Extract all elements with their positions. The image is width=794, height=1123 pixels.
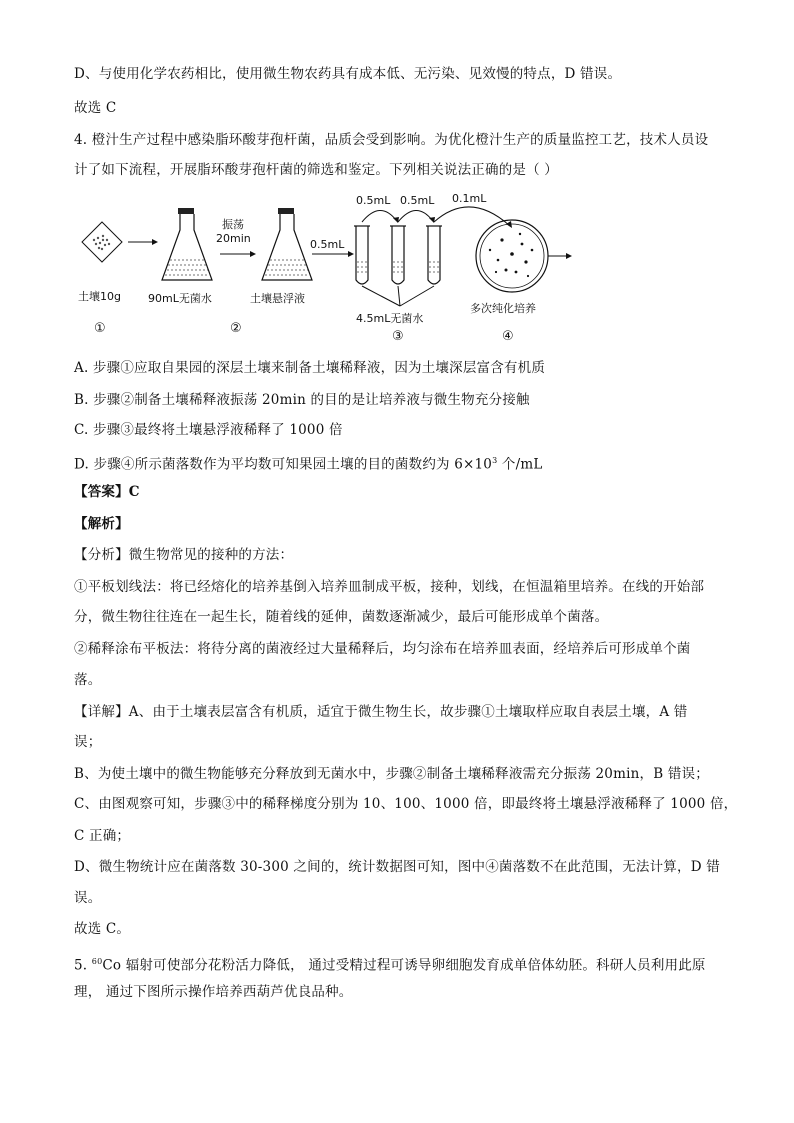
time-label: 20min <box>216 232 251 245</box>
question-4-stem: 4. 橙汁生产过程中感染脂环酸芽孢杆菌，品质会受到影响。为优化橙汁生产的质量监控工艺，技术人员设 <box>74 132 709 148</box>
analysis-text: 分，微生物往往连在一起生长，随着线的延伸，菌数逐渐减少，最后可能形成单个菌落。 <box>74 609 609 625</box>
text-line: D、与使用化学农药相比，使用微生物农药具有成本低、无污染、见效慢的特点，D 错误。 <box>74 66 622 82</box>
option-b: B. 步骤②制备土壤稀释液振荡 20min 的目的是让培养液与微生物充分接触 <box>74 392 530 408</box>
analysis-label: 【解析】 <box>74 516 129 532</box>
step-marker: ④ <box>502 329 514 344</box>
detail-text: B、为使土壤中的微生物能够充分释放到无菌水中，步骤②制备土壤稀释液需充分振荡 20min，B 错误； <box>74 766 709 782</box>
step-marker: ② <box>230 321 242 336</box>
detail-text: 误。 <box>74 890 102 906</box>
tubes-label: 4.5mL无菌水 <box>356 312 424 325</box>
option-d: D. 步骤④所示菌落数作为平均数可知果园土壤的目的菌数约为 $6\times 10^3$ 个/mL <box>74 456 543 473</box>
option-a: A. 步骤①应取自果园的深层土壤来制备土壤稀释液，因为土壤深层富含有机质 <box>74 360 546 376</box>
soil-sample-icon <box>82 222 122 262</box>
transfer-volume-label: 0.5mL <box>310 238 345 251</box>
detail-text: D、微生物统计应在菌落数 30-300 之间的，统计数据图可知，图中④菌落数不在此范围，无法计算，D 错 <box>74 859 720 875</box>
transfer-volume-label: 0.5mL <box>400 194 435 207</box>
analysis-text: ①平板划线法：将已经熔化的培养基倒入培养皿制成平板，接种，划线，在恒温箱里培养。在线的开始部 <box>74 579 705 595</box>
flask-sterile-water <box>162 208 212 280</box>
question-5-stem: 理， 通过下图所示操作培养西葫芦优良品种。 <box>74 984 353 1000</box>
question-4-stem: 计了如下流程，开展脂环酸芽孢杆菌的筛选和鉴定。下列相关说法正确的是（ ） <box>74 162 558 178</box>
transfer-volume-label: 0.1mL <box>452 192 487 205</box>
detail-text: C、由图观察可知，步骤③中的稀释梯度分别为 10、100、1000 倍，即最终将土壤悬浮液稀释了 1000 倍， <box>74 796 738 812</box>
step-marker: ① <box>94 321 106 336</box>
plate-label: 多次纯化培养 <box>470 302 536 315</box>
choice-text: 故选 C。 <box>74 921 131 937</box>
petri-dish <box>476 220 548 292</box>
option-c: C. 步骤③最终将土壤悬浮液稀释了 1000 倍 <box>74 422 343 438</box>
transfer-volume-label: 0.5mL <box>356 194 391 207</box>
soil-label: 土壤10g <box>78 290 121 303</box>
flask1-label: 90mL无菌水 <box>148 292 212 305</box>
analysis-text: 落。 <box>74 672 102 688</box>
detail-text: 误； <box>74 734 102 750</box>
shake-label: 振荡 <box>222 218 244 231</box>
detail-text: 【详解】A、由于土壤表层富含有机质，适宜于微生物生长，故步骤①土壤取样应取自表层土壤，A 错 <box>74 704 688 720</box>
flask-soil-suspension <box>262 208 312 280</box>
test-tubes <box>354 226 442 284</box>
analysis-text: ②稀释涂布平板法：将待分离的菌液经过大量稀释后，均匀涂布在培养皿表面，经培养后可形成单个菌 <box>74 641 691 657</box>
answer-label: 【答案】C <box>74 484 140 500</box>
detail-text: C 正确； <box>74 828 131 844</box>
analysis-text: 【分析】微生物常见的接种的方法： <box>74 547 294 563</box>
experiment-flow-diagram <box>70 188 590 348</box>
text-line: 故选 C <box>74 100 117 116</box>
step-marker: ③ <box>392 329 404 344</box>
question-5-stem: 5. $^{60}$Co 辐射可使部分花粉活力降低， 通过受精过程可诱导卵细胞发育成单倍体幼胚。科研人员利用此原 <box>74 957 706 974</box>
flask2-label: 土壤悬浮液 <box>250 292 305 305</box>
